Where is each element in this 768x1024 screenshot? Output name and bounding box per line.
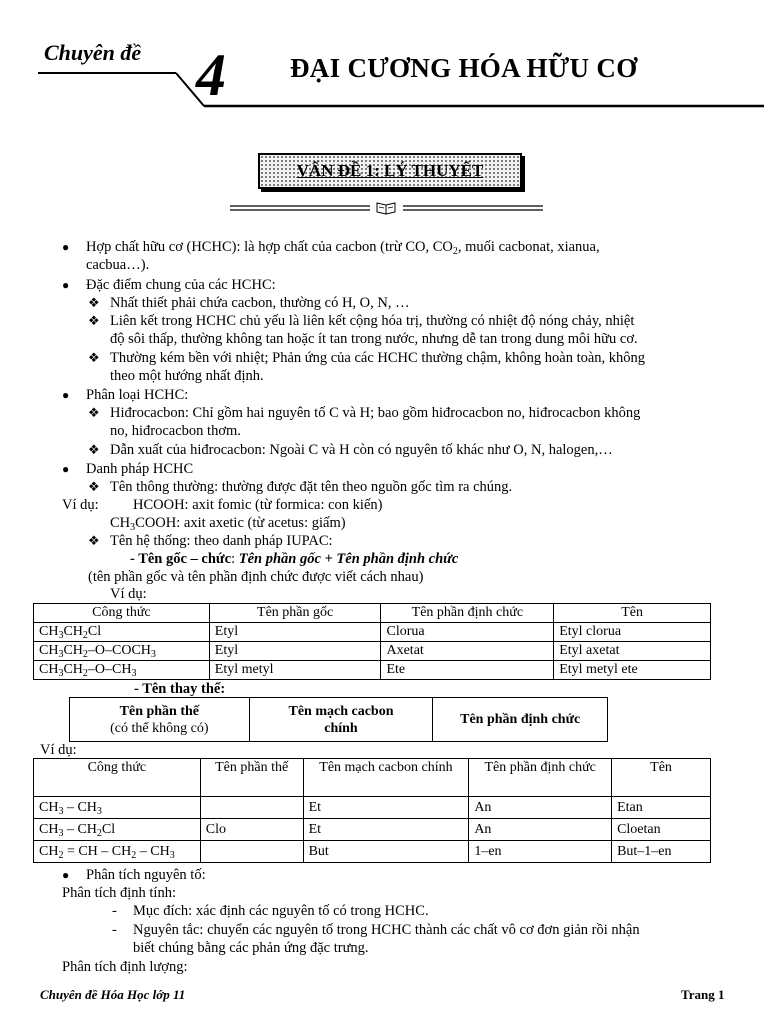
table-header-cell: Tên mạch cacbon chính xyxy=(303,759,469,797)
characteristic-2: Liên kết trong HCHC chủ yếu là liên kết cộng hóa trị, thường có nhiệt độ nóng chảy, nhiệt xyxy=(110,313,635,329)
heading-classification: Phân loại HCHC: xyxy=(86,387,189,403)
table-header-cell: Tên phần định chức xyxy=(381,604,554,623)
dash-bullet: - xyxy=(112,922,117,938)
table-row xyxy=(34,642,711,661)
formula-cell: $CH_3 - CH_2Cl$ xyxy=(34,819,201,841)
table-header-cell: Tên phần thế xyxy=(200,759,303,797)
section-ornament xyxy=(230,200,544,218)
paragraph-hchc-definition: Hợp chất hữu cơ (HCHC): là hợp chất của cacbon (trừ CO, $CO_2$, muối cacbonat, xianua, xyxy=(86,239,600,257)
table-cell: Axetat xyxy=(381,642,554,661)
qualitative-principle-cont: biết chúng bằng các phản ứng đặc trưng. xyxy=(133,940,369,956)
classification-2: Dẫn xuất của hiđrocacbon: Ngoài C và H còn có nguyên tố khác như O, N, halogen,… xyxy=(110,442,613,458)
table-cell: 1–en xyxy=(469,841,612,863)
characteristic-3: Thường kém bền với nhiệt; Phản ứng của các HCHC thường chậm, không hoàn toàn, không xyxy=(110,350,646,366)
diamond-bullet-icon: ❖ xyxy=(88,313,100,328)
qualitative-purpose: Mục đích: xác định các nguyên tố có trong HCHC. xyxy=(133,903,429,919)
table-cell: Etyl metyl xyxy=(209,661,381,680)
example-label: Ví dụ: xyxy=(40,742,77,758)
chapter-number: 4 xyxy=(196,42,226,108)
table-cell: But–1–en xyxy=(612,841,711,863)
example-label: Ví dụ: xyxy=(110,586,147,602)
table-row xyxy=(34,797,711,819)
radical-functional-table xyxy=(33,603,711,680)
formula-cell: $CH_3CH_2Cl$ xyxy=(34,623,210,642)
diamond-bullet-icon: ❖ xyxy=(88,533,100,548)
chapter-label: Chuyên đề xyxy=(44,40,142,65)
main-chain-cell: Tên mạch cacbon chính xyxy=(249,698,433,742)
table-cell: Cloetan xyxy=(612,819,711,841)
table-header-row xyxy=(34,604,711,623)
table-header-cell: Tên phần định chức xyxy=(469,759,612,797)
diamond-bullet-icon: ❖ xyxy=(88,295,100,310)
bullet-icon: ● xyxy=(62,388,70,402)
table-row xyxy=(34,819,711,841)
example-1: HCOOH: axit fomic (từ formica: con kiến) xyxy=(133,497,383,513)
table-header-cell: Tên xyxy=(554,604,711,623)
qualitative-principle: Nguyên tắc: chuyển các nguyên tố trong HCHC thành các chất vô cơ đơn giản rồi nhận xyxy=(133,922,640,938)
table-header-cell: Tên xyxy=(612,759,711,797)
characteristic-3-cont: theo một hướng nhất định. xyxy=(110,368,264,384)
characteristic-1: Nhất thiết phải chứa cacbon, thường có H, O, N, … xyxy=(110,295,410,311)
dash-bullet: - xyxy=(112,903,117,919)
bullet-icon: ● xyxy=(62,240,70,254)
footer-course-title: Chuyên đề Hóa Học lớp 11 xyxy=(40,987,186,1002)
table-header-cell: Công thức xyxy=(34,759,201,797)
formula-cell: $CH_2$ = CH – $CH_2 - CH_3$ xyxy=(34,841,201,863)
formula-cell: $CH_3CH_2-O-CH_3$ xyxy=(34,661,210,680)
common-name: Tên thông thường: thường được đặt tên theo nguồn gốc tìm ra chúng. xyxy=(110,479,513,495)
table-cell: Clorua xyxy=(381,623,554,642)
formula-cell: $CH_3CH_2-O-COCH_3$ xyxy=(34,642,210,661)
table-cell: Etyl xyxy=(209,642,381,661)
table-cell: Et xyxy=(303,797,469,819)
table-header-row xyxy=(34,759,711,797)
diamond-bullet-icon: ❖ xyxy=(88,350,100,365)
table-cell: An xyxy=(469,797,612,819)
section-title-box xyxy=(258,153,522,189)
diamond-bullet-icon: ❖ xyxy=(88,442,100,457)
table-header-cell: Tên phần gốc xyxy=(209,604,381,623)
classification-1-cont: no, hiđrocacbon thơm. xyxy=(110,423,241,439)
table-cell: Etyl clorua xyxy=(554,623,711,642)
substitutive-example-table xyxy=(33,758,711,863)
table-cell: An xyxy=(469,819,612,841)
heading-nomenclature: Danh pháp HCHC xyxy=(86,461,194,477)
formula-cell: $CH_3 - CH_3$ xyxy=(34,797,201,819)
footer-page-number: Trang 1 xyxy=(681,987,725,1002)
quantitative-analysis-heading: Phân tích định lượng: xyxy=(62,959,188,975)
chapter-title: ĐẠI CƯƠNG HÓA HỮU CƠ xyxy=(290,53,638,83)
heading-elemental-analysis: Phân tích nguyên tố: xyxy=(86,867,206,883)
open-book-icon xyxy=(377,203,395,214)
substitutive-name-label: - Tên thay thế: xyxy=(134,681,226,697)
example-2: $CH_3COOH$: axit axetic (từ acetus: giấm) xyxy=(110,515,346,533)
table-cell: Etan xyxy=(612,797,711,819)
classification-1: Hiđrocacbon: Chỉ gồm hai nguyên tố C và H; bao gồm hiđrocacbon no, hiđrocacbon không xyxy=(110,405,641,421)
bullet-icon: ● xyxy=(62,278,70,292)
table-row xyxy=(70,698,608,742)
qualitative-analysis-heading: Phân tích định tính: xyxy=(62,885,176,901)
example-label: Ví dụ: xyxy=(62,497,99,513)
bullet-icon: ● xyxy=(62,868,70,882)
table-cell: But xyxy=(303,841,469,863)
table-header-cell: Công thức xyxy=(34,604,210,623)
bullet-icon: ● xyxy=(62,462,70,476)
table-row xyxy=(34,661,711,680)
section-title: VẤN ĐỀ 1: LÝ THUYẾT xyxy=(296,161,484,180)
substituent-cell: Tên phần thế (có thể không có) xyxy=(70,698,250,742)
radical-functional-note: (tên phần gốc và tên phần định chức được viết cách nhau) xyxy=(88,569,424,585)
characteristic-2-cont: độ sôi thấp, thường không tan hoặc ít tan trong nước, nhưng dễ tan trong dung môi hữu cơ. xyxy=(110,331,638,347)
systematic-name: Tên hệ thống: theo danh pháp IUPAC: xyxy=(110,533,333,549)
table-cell: Ete xyxy=(381,661,554,680)
diamond-bullet-icon: ❖ xyxy=(88,405,100,420)
table-cell: Etyl metyl ete xyxy=(554,661,711,680)
paragraph-hchc-definition-cont: cacbua…). xyxy=(86,257,150,273)
table-cell xyxy=(200,841,303,863)
radical-functional-name: - Tên gốc – chức: Tên phần gốc + Tên phần định chức xyxy=(130,551,459,567)
table-cell: Etyl axetat xyxy=(554,642,711,661)
table-cell: Etyl xyxy=(209,623,381,642)
table-cell xyxy=(200,797,303,819)
table-row xyxy=(34,841,711,863)
heading-characteristics: Đặc điểm chung của các HCHC: xyxy=(86,277,276,293)
diamond-bullet-icon: ❖ xyxy=(88,479,100,494)
substitutive-name-table xyxy=(69,697,608,742)
table-cell: Clo xyxy=(200,819,303,841)
table-row xyxy=(34,623,711,642)
functional-cell: Tên phần định chức xyxy=(433,698,608,742)
table-cell: Et xyxy=(303,819,469,841)
